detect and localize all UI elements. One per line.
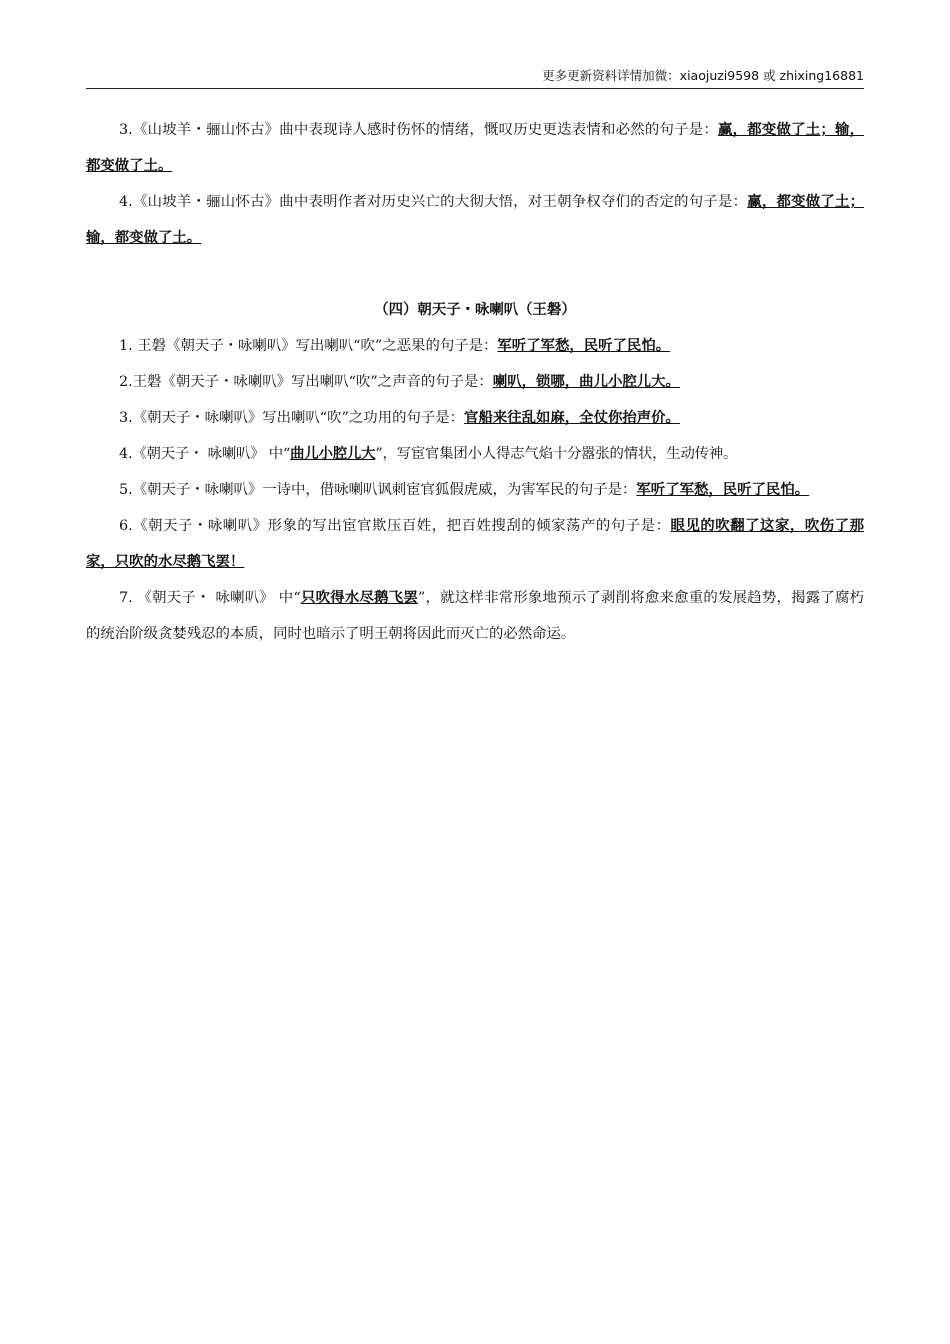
list-item bbox=[86, 400, 864, 436]
question-text: 7. 《朝天子・ 咏喇叭》 中“ bbox=[119, 590, 301, 606]
list-item bbox=[86, 436, 864, 472]
question-text: 3.《朝天子・咏喇叭》写出喇叭“吹”之功用的句子是： bbox=[119, 410, 465, 426]
list-item bbox=[86, 364, 864, 400]
list-item bbox=[86, 508, 864, 580]
page-header bbox=[86, 66, 864, 89]
list-item bbox=[86, 580, 864, 652]
header-text: 更多更新资料详情加微：xiaojuzi9598 或 zhixing16881 bbox=[542, 68, 864, 83]
list-item bbox=[86, 184, 864, 256]
question-text: 5.《朝天子・咏喇叭》一诗中，借咏喇叭讽刺宦官狐假虎威，为害军民的句子是： bbox=[119, 482, 637, 498]
question-text: 4.《朝天子・ 咏喇叭》 中“ bbox=[119, 446, 291, 462]
question-suffix: ”，写宦官集团小人得志气焰十分嚣张的情状，生动传神。 bbox=[375, 446, 738, 462]
section-title: （四）朝天子・咏喇叭（王磐） bbox=[374, 302, 576, 318]
question-text: 1. 王磐《朝天子・咏喇叭》写出喇叭“吹”之恶果的句子是： bbox=[119, 338, 498, 354]
answer-text: 曲儿小腔儿大 bbox=[290, 446, 376, 462]
answer-text: 赢，都变做了土；输，都变做了土。 bbox=[86, 122, 864, 174]
answer-text: 喇叭，锁哪，曲儿小腔儿大。 bbox=[492, 374, 680, 390]
document-body bbox=[86, 112, 864, 652]
question-text: 6.《朝天子・咏喇叭》形象的写出宦官欺压百姓，把百姓搜刮的倾家荡产的句子是： bbox=[119, 518, 671, 534]
answer-text: 眼见的吹翻了这家，吹伤了那家，只吹的水尽鹅飞罢！ bbox=[86, 518, 864, 570]
answer-text: 只吹得水尽鹅飞罢 bbox=[300, 590, 418, 606]
list-item bbox=[86, 112, 864, 184]
list-item bbox=[86, 472, 864, 508]
question-suffix: ”，就这样非常形象地预示了剥削将愈来愈重的发展趋势，揭露了腐朽的统治阶级贪婪残忍的本质，同时也暗示了明王朝将因此而灭亡的必然命运。 bbox=[86, 590, 864, 642]
question-text: 4.《山坡羊・骊山怀古》曲中表明作者对历史兴亡的大彻大悟，对王朝争权夺们的否定的句子是： bbox=[119, 194, 748, 210]
answer-text: 赢，都变做了土；输，都变做了土。 bbox=[86, 194, 864, 246]
answer-text: 军听了军愁，民听了民怕。 bbox=[497, 338, 671, 354]
list-item bbox=[86, 328, 864, 364]
question-text: 2.王磐《朝天子・咏喇叭》写出喇叭“吹”之声音的句子是： bbox=[119, 374, 493, 390]
answer-text: 军听了军愁，民听了民怕。 bbox=[636, 482, 810, 498]
question-text: 3.《山坡羊・骊山怀古》曲中表现诗人感时伤怀的情绪，慨叹历史更迭表情和必然的句子是： bbox=[119, 122, 718, 138]
answer-text: 官船来往乱如麻，全仗你抬声价。 bbox=[464, 410, 680, 426]
